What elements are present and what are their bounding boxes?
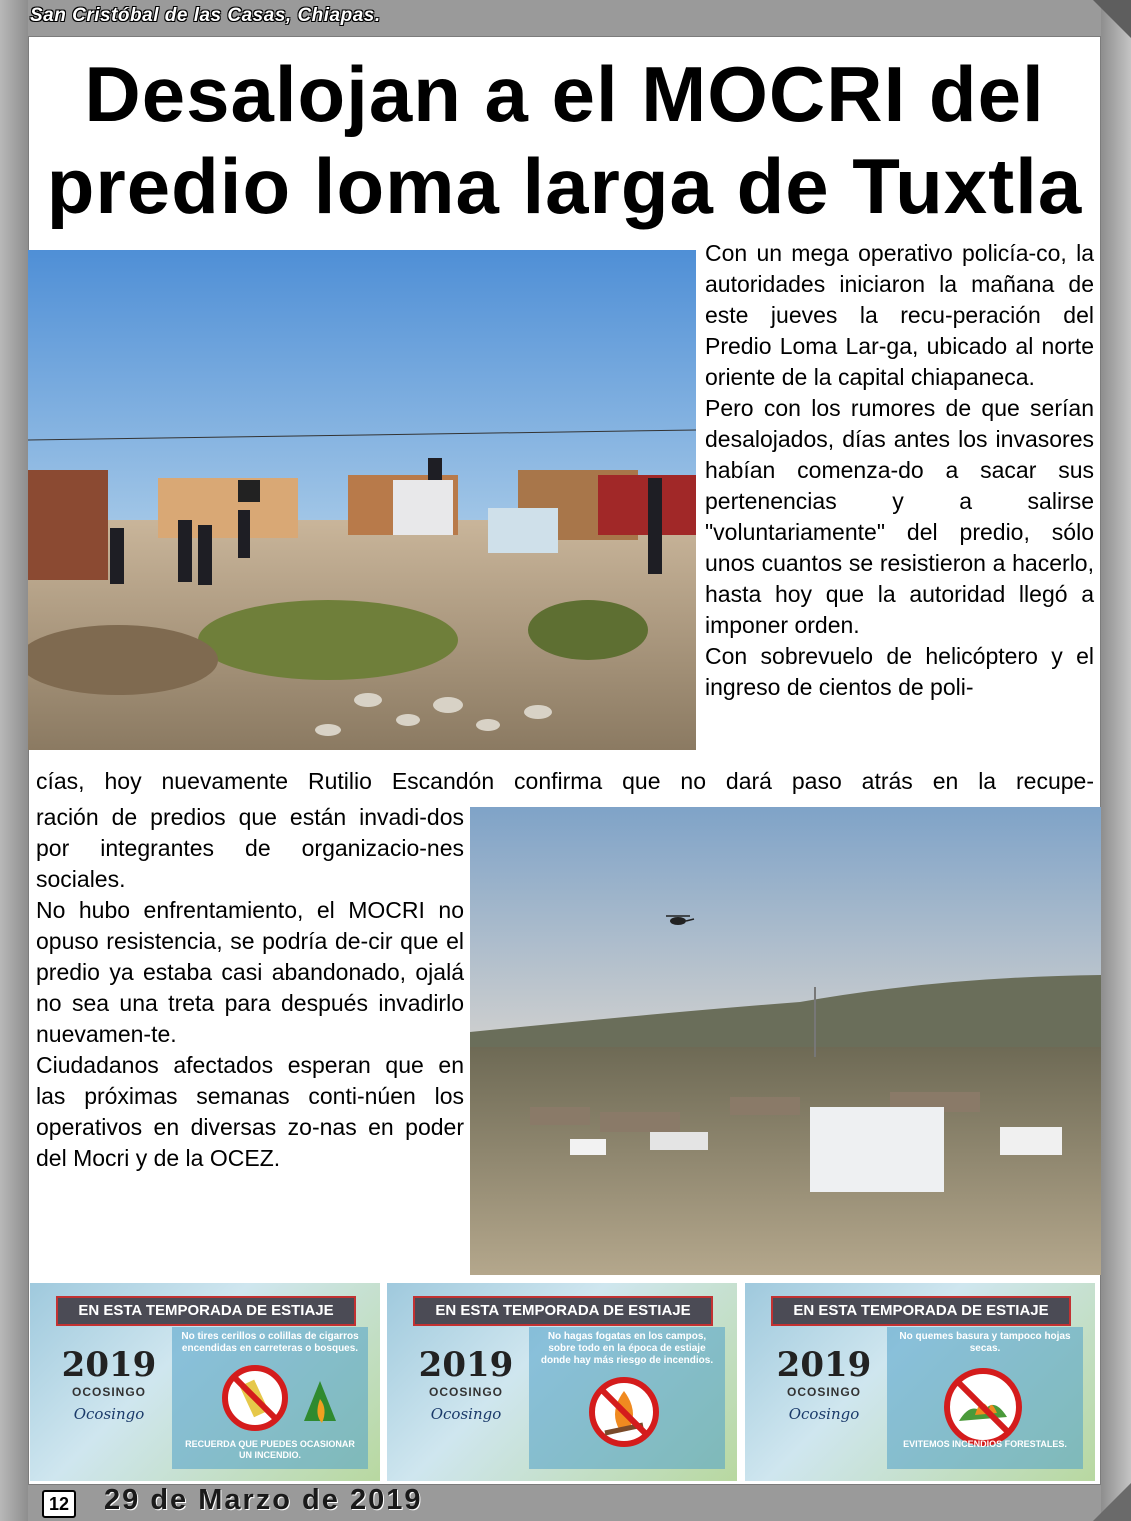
banner-footer: EVITEMOS INCENDIOS FORESTALES. [903,1439,1067,1449]
banner-town: OCOSINGO [786,1385,861,1399]
page-number: 12 [42,1490,76,1518]
banner-year: 2019 [418,1345,514,1385]
article-column-2 [36,802,464,1174]
forest-fire-icon [292,1375,348,1431]
helicopter-overflight-photo [470,807,1101,1275]
ocosingo-logo: Ocosingo [788,1405,860,1423]
no-burning-trash-icon [941,1365,1025,1449]
banner-message: No tires cerillos o colillas de cigarros encendidas en carreteras o bosques. [181,1331,359,1354]
location-label: San Cristóbal de las Casas, Chiapas. [30,5,381,26]
issue-date: 29 de Marzo de 2019 [104,1484,423,1516]
fire-prevention-banner [30,1283,380,1481]
banner-town: OCOSINGO [71,1385,146,1399]
banner-title: EN ESTA TEMPORADA DE ESTIAJE [413,1296,713,1326]
frame-right [1101,0,1131,1521]
frame-corner [1093,1483,1131,1521]
frame-corner [1093,0,1131,38]
banner-title: EN ESTA TEMPORADA DE ESTIAJE [56,1296,356,1326]
ocosingo-logo: Ocosingo [430,1405,502,1423]
banner-title: EN ESTA TEMPORADA DE ESTIAJE [771,1296,1071,1326]
banner-footer: RECUERDA QUE PUEDES OCASIONAR UN INCENDIO. [185,1439,355,1460]
paragraph-3-end: ración de predios que están invadi-dos por integrantes de organizacio-nes sociales. [36,804,464,892]
paragraph-3-bridge: cías, hoy nuevamente Rutilio Escandón confirma que no dará paso atrás en la recupe- [36,768,1094,794]
paragraph-1: Con un mega operativo policía-co, la autoridades iniciaron la mañana de este jueves la recu-peración del Predio Loma Lar-ga, ubicado al norte oriente de la capital chiapaneca. [705,240,1094,390]
banner-message: No quemes basura y tampoco hojas secas. [899,1331,1071,1354]
eviction-site-photo [28,250,696,750]
no-cigarettes-icon [220,1363,290,1433]
banner-year: 2019 [776,1345,872,1385]
paragraph-3-start: Con sobrevuelo de helicóptero y el ingreso de cientos de poli- [705,643,1094,700]
fire-prevention-banner [745,1283,1095,1481]
frame-left [0,0,28,1521]
banner-message: No hagas fogatas en los campos, sobre todo en la época de estiaje donde hay más riesgo de incendios. [540,1331,714,1366]
paragraph-2: Pero con los rumores de que serían desalojados, días antes los invasores habían comenza-do a sacar sus pertenencias y a salirse "voluntariamente" del predio, sólo unos cuantos se resistieron a hacerlo, hasta hoy que la autoridad llegó a imponer orden. [705,395,1094,638]
paragraph-5: Ciudadanos afectados esperan que en las próximas semanas conti-núen los operativos en diversas zo-nas en poder del Mocri y de la OCEZ. [36,1052,464,1171]
banner-town: OCOSINGO [428,1385,503,1399]
ocosingo-logo: Ocosingo [73,1405,145,1423]
fire-prevention-banner [387,1283,737,1481]
headline-line-1: Desalojan a el MOCRI del [84,50,1045,138]
headline-line-2: predio loma larga de Tuxtla [46,142,1083,230]
paragraph-4: No hubo enfrentamiento, el MOCRI no opuso resistencia, se podría de-cir que el predio ya estaba casi abandonado, ojalá no sea una treta para después invadirlo nuevamen-te. [36,897,464,1047]
page-title [28,48,1101,232]
banner-year: 2019 [61,1345,157,1385]
no-bonfire-icon [587,1375,661,1449]
article-column-1 [705,238,1094,703]
